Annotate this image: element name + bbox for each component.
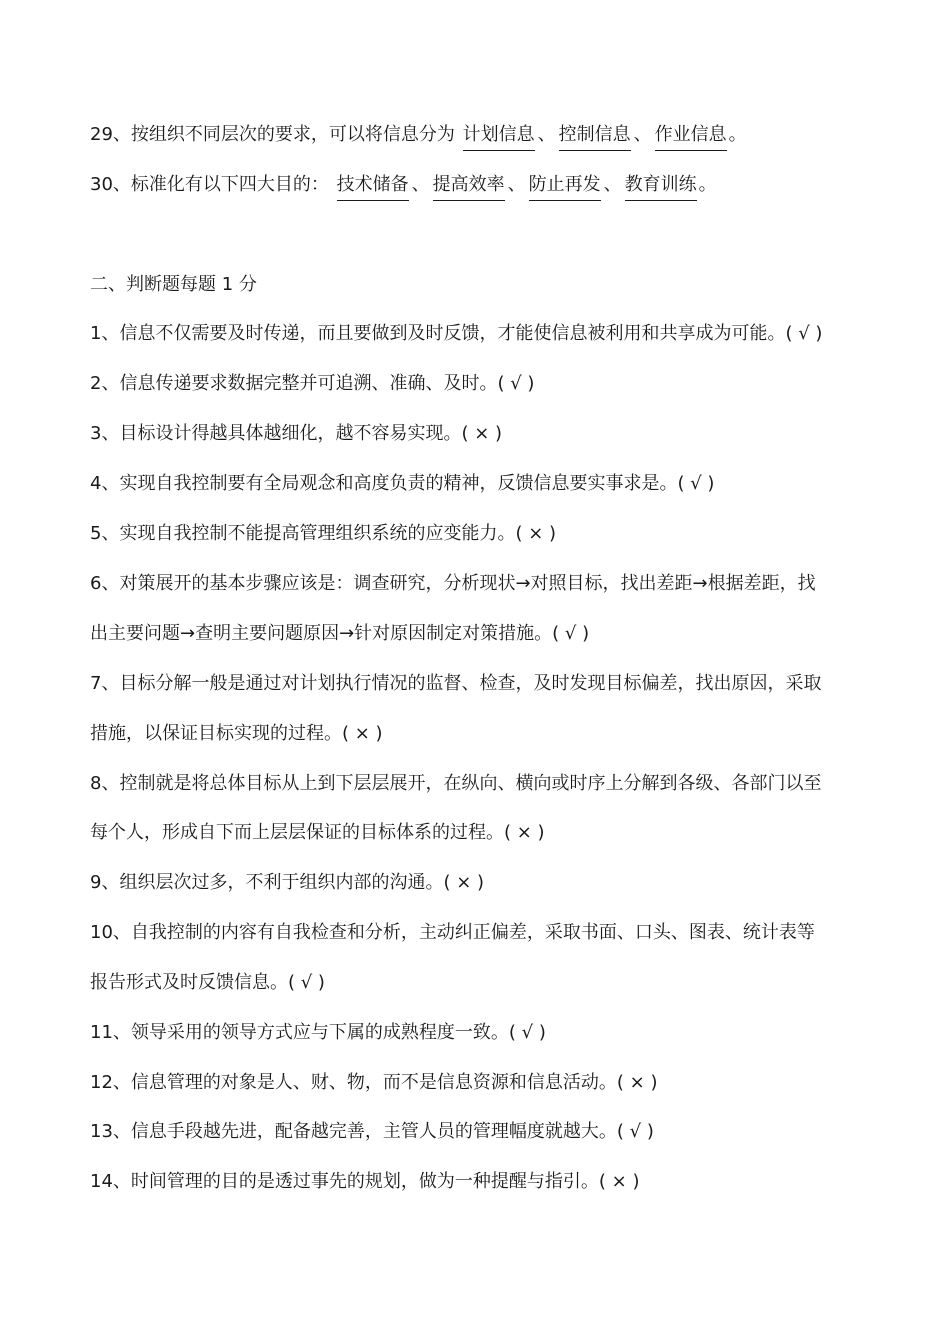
question-line: 措施，以保证目标实现的过程。( × ) bbox=[90, 723, 383, 744]
separator: 、 bbox=[603, 174, 622, 195]
question-line: 1、信息不仅需要及时传递，而且要做到及时反馈，才能使信息被利用和共享成为可能。( √ ) bbox=[90, 323, 823, 344]
end-mark: 。 bbox=[728, 124, 747, 145]
question-line: 12、信息管理的对象是人、财、物，而不是信息资源和信息活动。( × ) bbox=[90, 1072, 658, 1093]
question-29-text: 29、按组织不同层次的要求，可以将信息分为 bbox=[90, 124, 455, 145]
question-line: 13、信息手段越先进，配备越完善，主管人员的管理幅度就越大。( √ ) bbox=[90, 1121, 654, 1142]
question-line: 10、自我控制的内容有自我检查和分析，主动纠正偏差，采取书面、口头、图表、统计表等 bbox=[90, 922, 815, 943]
separator: 、 bbox=[411, 174, 430, 195]
question-line: 9、组织层次过多，不利于组织内部的沟通。( × ) bbox=[90, 872, 485, 893]
answer-blank: 计划信息 bbox=[463, 123, 535, 151]
question-30 bbox=[90, 173, 870, 201]
end-mark: 。 bbox=[698, 174, 717, 195]
question-line: 14、时间管理的目的是透过事先的规划，做为一种提醒与指引。( × ) bbox=[90, 1171, 640, 1192]
answer-blank: 防止再发 bbox=[529, 173, 601, 201]
question-line: 11、领导采用的领导方式应与下属的成熟程度一致。( √ ) bbox=[90, 1022, 546, 1043]
separator: 、 bbox=[507, 174, 526, 195]
answer-blank: 技术储备 bbox=[337, 173, 409, 201]
question-line: 5、实现自我控制不能提高管理组织系统的应变能力。( × ) bbox=[90, 523, 557, 544]
question-29 bbox=[90, 123, 870, 151]
question-line: 2、信息传递要求数据完整并可追溯、准确、及时。( √ ) bbox=[90, 373, 535, 394]
separator: 、 bbox=[537, 124, 556, 145]
answer-blank: 控制信息 bbox=[559, 123, 631, 151]
question-line: 出主要问题→查明主要问题原因→针对原因制定对策措施。( √ ) bbox=[90, 623, 590, 644]
answer-blank: 提高效率 bbox=[433, 173, 505, 201]
section-title: 二、判断题每题 1 分 bbox=[90, 274, 257, 295]
question-line: 8、控制就是将总体目标从上到下层层展开，在纵向、横向或时序上分解到各级、各部门以至 bbox=[90, 773, 822, 794]
question-line: 每个人，形成自下而上层层保证的目标体系的过程。( × ) bbox=[90, 822, 545, 843]
answer-blank: 教育训练 bbox=[625, 173, 697, 201]
answer-blank: 作业信息 bbox=[655, 123, 727, 151]
question-line: 报告形式及时反馈信息。( √ ) bbox=[90, 972, 325, 993]
question-line: 4、实现自我控制要有全局观念和高度负责的精神，反馈信息要实事求是。( √ ) bbox=[90, 473, 715, 494]
question-line: 6、对策展开的基本步骤应该是：调查研究，分析现状→对照目标，找出差距→根据差距，找 bbox=[90, 573, 816, 594]
question-line: 3、目标设计得越具体越细化，越不容易实现。( × ) bbox=[90, 423, 503, 444]
separator: 、 bbox=[633, 124, 652, 145]
question-line: 7、目标分解一般是通过对计划执行情况的监督、检查，及时发现目标偏差，找出原因，采取 bbox=[90, 673, 822, 694]
question-30-text: 30、标准化有以下四大目的： bbox=[90, 174, 329, 195]
